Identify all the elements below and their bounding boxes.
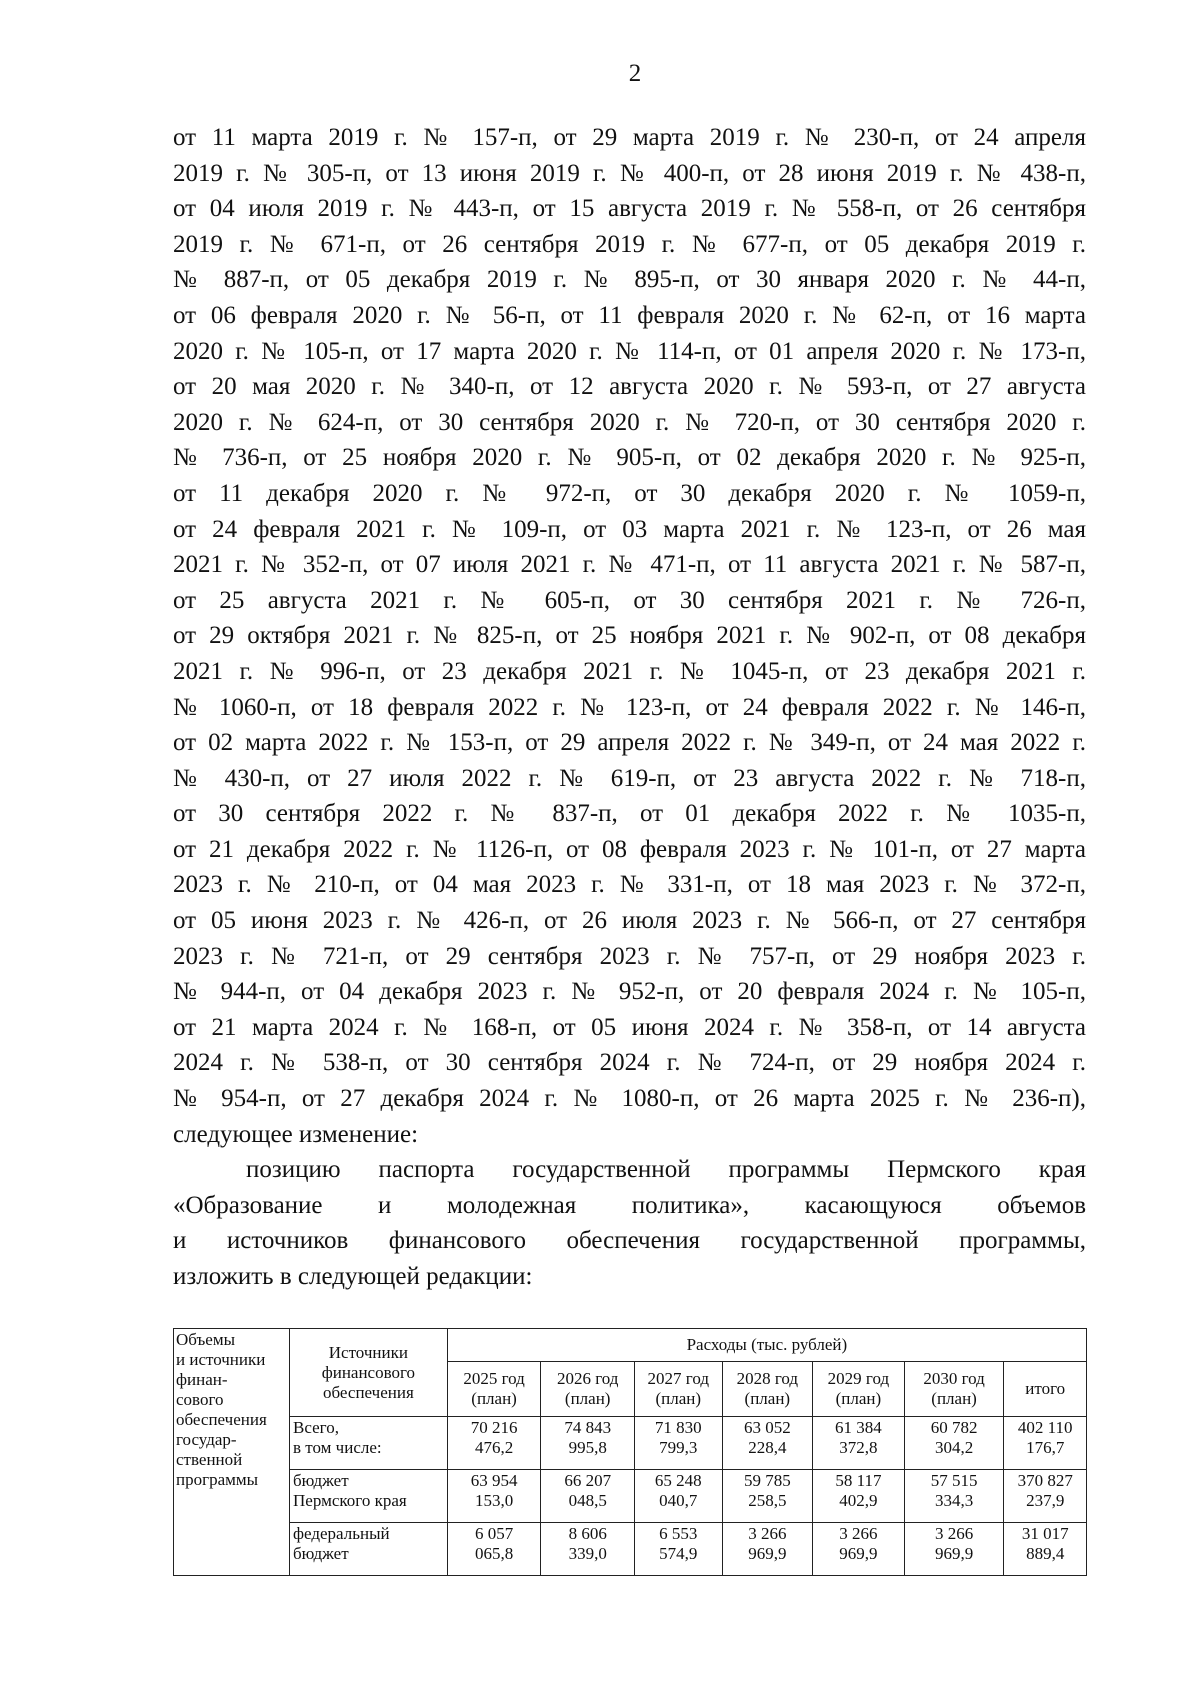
text-line: 2020 г. № 105-п, от 17 марта 2020 г. № 114-п, от 01 апреля 2020 г. № 173-п, — [173, 337, 1086, 365]
text-line: от 21 декабря 2022 г. № 1126-п, от 08 февраля 2023 г. № 101-п, от 27 марта — [173, 835, 1086, 863]
value-cell-text: 040,7 — [659, 1491, 698, 1510]
year-header-cell-text: (план) — [564, 1389, 611, 1408]
value-cell — [1004, 1417, 1087, 1470]
value-cell — [722, 1523, 813, 1576]
value-cell-text: 66 207 — [564, 1471, 612, 1490]
text-line: № 944-п, от 04 декабря 2023 г. № 952-п, от 20 февраля 2024 г. № 105-п, — [173, 978, 1086, 1006]
value-cell-text: 574,9 — [659, 1544, 698, 1563]
value-cell — [904, 1417, 1004, 1470]
source-label-cell-text: Всего, — [293, 1418, 339, 1437]
financing-table — [173, 1328, 1087, 1576]
year-header-cell — [447, 1362, 541, 1417]
value-cell-text: 6 553 — [659, 1524, 698, 1543]
year-header-cell — [722, 1362, 813, 1417]
text-line: 2019 г. № 305-п, от 13 июня 2019 г. № 400-п, от 28 июня 2019 г. № 438-п, — [173, 159, 1086, 187]
value-cell-text: 969,9 — [839, 1544, 878, 1563]
text-line: 2019 г. № 671-п, от 26 сентября 2019 г. № 677-п, от 05 декабря 2019 г. — [173, 230, 1086, 258]
year-header-cell-text: 2025 год — [463, 1369, 525, 1388]
value-cell-text: 237,9 — [1026, 1491, 1065, 1510]
sources-header-cell-text: Источники — [328, 1342, 408, 1362]
value-cell-text: 153,0 — [474, 1491, 514, 1510]
value-cell — [635, 1470, 723, 1523]
value-cell — [722, 1470, 813, 1523]
text-line: от 30 сентября 2022 г. № 837-п, от 01 декабря 2022 г. № 1035-п, — [173, 800, 1086, 828]
value-cell-text: 402,9 — [839, 1491, 878, 1510]
value-cell-text: 61 384 — [835, 1418, 882, 1437]
value-cell-text: 70 216 — [470, 1418, 518, 1437]
row-header-cell-text: программы — [176, 1470, 259, 1489]
value-cell-text: 402 110 — [1017, 1418, 1073, 1437]
text-line: от 21 марта 2024 г. № 168-п, от 05 июня 2024 г. № 358-п, от 14 августа — [173, 1013, 1086, 1041]
table-row — [174, 1470, 1087, 1523]
value-cell — [1004, 1470, 1087, 1523]
year-header-cell-text: итого — [1025, 1379, 1066, 1398]
value-cell-text: 57 515 — [930, 1471, 978, 1490]
text-line: № 1060-п, от 18 февраля 2022 г. № 123-п, от 24 февраля 2022 г. № 146-п, — [173, 693, 1086, 721]
value-cell-text: 3 266 — [748, 1524, 787, 1543]
value-cell-text: 048,5 — [568, 1491, 607, 1510]
row-header-cell-text: государ- — [176, 1430, 237, 1449]
text-line: от 02 марта 2022 г. № 153-п, от 29 апреля 2022 г. № 349-п, от 24 мая 2022 г. — [173, 729, 1086, 757]
value-cell — [541, 1523, 635, 1576]
value-cell-text: 334,3 — [934, 1491, 974, 1510]
row-header-cell — [174, 1329, 290, 1576]
value-cell-text: 59 785 — [743, 1471, 791, 1490]
value-cell — [635, 1523, 723, 1576]
value-cell-text: 176,7 — [1026, 1438, 1065, 1457]
value-cell-text: 969,9 — [748, 1544, 787, 1563]
year-header-cell-text: 2027 год — [647, 1369, 709, 1388]
value-cell-text: 476,2 — [474, 1438, 514, 1457]
sources-header-cell — [290, 1329, 448, 1417]
row-header-cell-text: Объемы — [176, 1330, 236, 1349]
value-cell-text: 74 843 — [564, 1418, 612, 1437]
value-cell-text: 60 782 — [930, 1418, 978, 1437]
value-cell — [813, 1470, 905, 1523]
text-line: № 887-п, от 05 декабря 2019 г. № 895-п, от 30 января 2020 г. № 44-п, — [173, 266, 1086, 294]
value-cell-text: 995,8 — [568, 1438, 607, 1457]
expenses-header-cell: Расходы (тыс. рублей) — [447, 1329, 1086, 1362]
source-label-cell-text: бюджет — [293, 1544, 349, 1563]
text-line: от 11 декабря 2020 г. № 972-п, от 30 декабря 2020 г. № 1059-п, — [173, 479, 1086, 507]
row-header-cell-text: и источники — [176, 1350, 266, 1369]
text-line: от 05 июня 2023 г. № 426-п, от 26 июля 2023 г. № 566-п, от 27 сентября — [173, 907, 1086, 935]
text-line: следующее изменение: — [173, 1120, 419, 1148]
source-label-cell-text: Пермского края — [293, 1491, 407, 1510]
source-label-cell-text: федеральный — [293, 1524, 390, 1543]
text-line: 2020 г. № 624-п, от 30 сентября 2020 г. № 720-п, от 30 сентября 2020 г. — [173, 408, 1086, 436]
source-label-cell-text: бюджет — [293, 1471, 349, 1490]
value-cell-text: 799,3 — [659, 1438, 698, 1457]
value-cell-text: 304,2 — [934, 1438, 974, 1457]
text-line: изложить в следующей редакции: — [173, 1263, 533, 1290]
text-line: 2024 г. № 538-п, от 30 сентября 2024 г. № 724-п, от 29 ноября 2024 г. — [173, 1049, 1086, 1077]
value-cell-text: 372,8 — [839, 1438, 878, 1457]
year-header-cell — [813, 1362, 905, 1417]
text-line: от 06 февраля 2020 г. № 56-п, от 11 февраля 2020 г. № 62-п, от 16 марта — [173, 301, 1086, 329]
value-cell-text: 6 057 — [474, 1524, 514, 1543]
row-header-cell-text: финан- — [176, 1370, 228, 1389]
text-line: № 430-п, от 27 июля 2022 г. № 619-п, от 23 августа 2022 г. № 718-п, — [173, 764, 1086, 792]
year-header-cell-text: (план) — [471, 1389, 517, 1408]
year-header-cell — [635, 1362, 723, 1417]
value-cell-text: 65 248 — [654, 1471, 702, 1490]
year-header-cell — [904, 1362, 1004, 1417]
row-header-cell-text: ственной — [176, 1450, 243, 1469]
value-cell-text: 3 266 — [839, 1524, 878, 1543]
value-cell-text: 258,5 — [748, 1491, 787, 1510]
sources-header-cell-text: финансового — [321, 1362, 416, 1382]
value-cell — [541, 1417, 635, 1470]
text-line: № 736-п, от 25 ноября 2020 г. № 905-п, от 02 декабря 2020 г. № 925-п, — [173, 444, 1086, 472]
value-cell-text: 63 954 — [470, 1471, 518, 1490]
value-cell — [447, 1470, 541, 1523]
text-line: «Образование и молодежная политика», касающуюся объемов — [173, 1191, 1086, 1219]
year-header-cell — [1004, 1362, 1087, 1417]
year-header-cell-text: (план) — [744, 1389, 791, 1408]
text-line: от 25 августа 2021 г. № 605-п, от 30 сентября 2021 г. № 726-п, — [173, 586, 1086, 614]
value-cell — [635, 1417, 723, 1470]
source-label-cell — [290, 1470, 448, 1523]
table-row — [174, 1417, 1087, 1470]
text-line: 2021 г. № 996-п, от 23 декабря 2021 г. № 1045-п, от 23 декабря 2021 г. — [173, 657, 1086, 685]
value-cell-text: 31 017 — [1021, 1524, 1069, 1543]
text-line: от 24 февраля 2021 г. № 109-п, от 03 марта 2021 г. № 123-п, от 26 мая — [173, 515, 1086, 543]
source-label-cell-text: в том числе: — [293, 1438, 382, 1457]
value-cell-text: 58 117 — [835, 1471, 882, 1490]
value-cell-text: 889,4 — [1026, 1544, 1065, 1563]
year-header-cell-text: 2030 год — [923, 1369, 985, 1388]
text-line: от 20 мая 2020 г. № 340-п, от 12 августа 2020 г. № 593-п, от 27 августа — [173, 373, 1086, 401]
year-header-cell-text: 2026 год — [556, 1369, 619, 1388]
value-cell — [447, 1523, 541, 1576]
text-line: 2023 г. № 210-п, от 04 мая 2023 г. № 331-п, от 18 мая 2023 г. № 372-п, — [173, 871, 1086, 899]
source-label-cell — [290, 1523, 448, 1576]
value-cell-text: 3 266 — [934, 1524, 974, 1543]
row-header-cell-text: обеспечения — [176, 1410, 267, 1429]
value-cell-text: 63 052 — [743, 1418, 791, 1437]
year-header-cell — [541, 1362, 635, 1417]
text-line: и источников финансового обеспечения государственной программы, — [173, 1227, 1086, 1255]
year-header-cell-text: (план) — [835, 1389, 882, 1408]
year-header-cell-text: 2028 год — [736, 1369, 799, 1388]
value-cell — [813, 1523, 905, 1576]
year-header-cell-text: (план) — [655, 1389, 702, 1408]
text-line: 2021 г. № 352-п, от 07 июля 2021 г. № 471-п, от 11 августа 2021 г. № 587-п, — [173, 551, 1086, 579]
value-cell-text: 969,9 — [934, 1544, 974, 1563]
value-cell — [904, 1470, 1004, 1523]
value-cell-text: 71 830 — [654, 1418, 702, 1437]
table-header-row — [174, 1329, 1087, 1362]
value-cell-text: 8 606 — [568, 1524, 607, 1543]
row-header-cell-text: сового — [176, 1390, 224, 1409]
value-cell-text: 370 827 — [1017, 1471, 1073, 1490]
value-cell — [722, 1417, 813, 1470]
page-number: 2 — [628, 60, 642, 87]
text-line: позицию паспорта государственной программы Пермского края — [246, 1156, 1086, 1184]
source-label-cell — [290, 1417, 448, 1470]
value-cell-text: 228,4 — [748, 1438, 787, 1457]
value-cell-text: 065,8 — [474, 1544, 514, 1563]
text-line: от 11 марта 2019 г. № 157-п, от 29 марта 2019 г. № 230-п, от 24 апреля — [173, 124, 1086, 151]
text-line: № 954-п, от 27 декабря 2024 г. № 1080-п, от 26 марта 2025 г. № 236-п), — [173, 1085, 1086, 1113]
text-line: от 29 октября 2021 г. № 825-п, от 25 ноября 2021 г. № 902-п, от 08 декабря — [173, 622, 1086, 650]
amendment-text — [173, 120, 1086, 1295]
text-line: 2023 г. № 721-п, от 29 сентября 2023 г. № 757-п, от 29 ноября 2023 г. — [173, 942, 1086, 970]
value-cell — [447, 1417, 541, 1470]
value-cell — [541, 1470, 635, 1523]
year-header-cell-text: (план) — [931, 1389, 977, 1408]
value-cell — [904, 1523, 1004, 1576]
value-cell-text: 339,0 — [568, 1544, 607, 1563]
text-line: от 04 июля 2019 г. № 443-п, от 15 августа 2019 г. № 558-п, от 26 сентября — [173, 195, 1086, 223]
value-cell — [1004, 1523, 1087, 1576]
value-cell — [813, 1417, 905, 1470]
table-row — [174, 1523, 1087, 1576]
sources-header-cell-text: обеспечения — [323, 1382, 414, 1402]
year-header-cell-text: 2029 год — [827, 1369, 890, 1388]
